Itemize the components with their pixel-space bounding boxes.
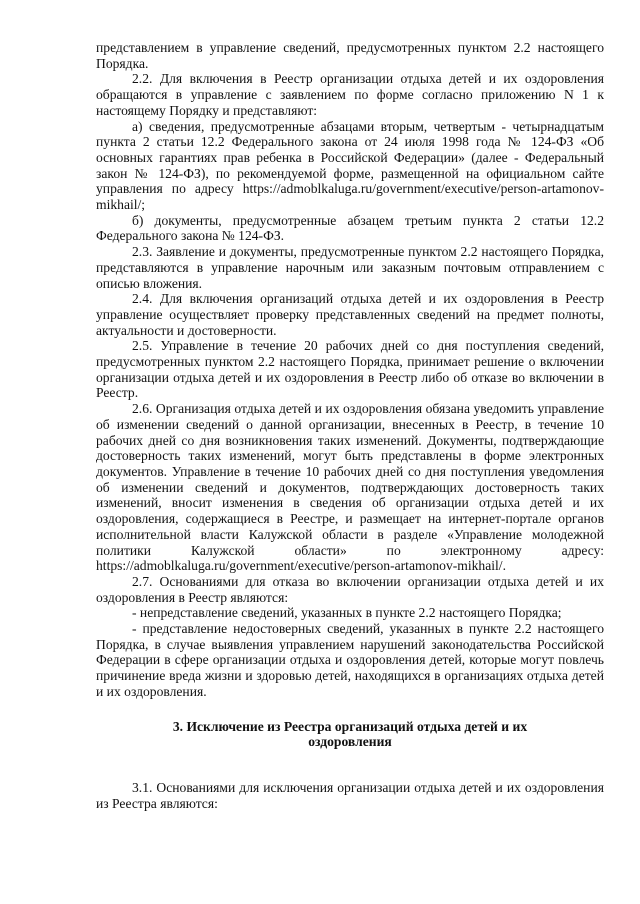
paragraph-2-4: 2.4. Для включения организаций отдыха детей и их оздоровления в Реестр управление осуществляет проверку представленных сведений на предмет полноты, актуальности и достоверности. [96,291,604,338]
list-item-2: - представление недостоверных сведений, указанных в пункте 2.2 настоящего Порядка, в случае выявления управлением нарушений законодательства Российской Федерации в сфере организации отдыха и оздоровления детей, которые могут повлечь причинение вреда жизни и здоровью детей, находящихся в организациях отдыха детей и их оздоровления. [96,621,604,699]
section-heading-line-1: 3. Исключение из Реестра организаций отдыха детей и их [172,718,528,734]
paragraph-continuation: представлением в управление сведений, предусмотренных пунктом 2.2 настоящего Порядка. [96,40,604,71]
paragraph-2-2-b: б) документы, предусмотренные абзацем третьим пункта 2 статьи 12.2 Федерального закона № 124-ФЗ. [96,212,604,244]
paragraph-3-1: 3.1. Основаниями для исключения организации отдыха детей и их оздоровления из Реестра являются: [96,779,604,811]
paragraph-2-5: 2.5. Управление в течение 20 рабочих дней со дня поступления сведений, предусмотренных пунктом 2.2 настоящего Порядка, принимает решение о включении организации отдыха детей и их оздоровления в Реестр либо об отказе во включении в Реестр. [96,338,604,401]
list-item-1: - непредставление сведений, указанных в пункте 2.2 настоящего Порядка; [132,605,562,621]
section-heading-line-2: оздоровления [308,734,392,750]
paragraph-2-6: 2.6. Организация отдыха детей и их оздоровления обязана уведомить управление об изменении сведений о данной организации, внесенных в Реестр, в течение 10 рабочих дней со дня возникновения таких изменений. Документы, подтверждающие достоверность таких изменений, могут быть представлены в форме электронных документов. Управление в течение 10 рабочих дней со дня поступления уведомления об изменении сведений и документов, подтверждающих достоверность таких изменений, вносит изменения в сведения об организации отдыха детей и их оздоровления, содержащиеся в Реестре, и размещает на интернет-портале органов исполнительной власти Калужской области в разделе «Управление молодежной политики Калужской области» по электронному адресу: https://admoblkaluga.ru/government/executive/person-artamonov-mikhail/. [96,401,604,574]
paragraph-2-2: 2.2. Для включения в Реестр организации отдыха детей и их оздоровления обращаются в управление с заявлением по форме согласно приложению N 1 к настоящему Порядку и представляют: [96,71,604,118]
paragraph-2-7: 2.7. Основаниями для отказа во включении организации отдыха детей и их оздоровления в Реестр являются: [96,573,604,605]
section-heading [96,719,604,750]
paragraph-2-2-a: а) сведения, предусмотренные абзацами вторым, четвертым - четырнадцатым пункта 2 статьи 12.2 Федерального закона от 24 июля 1998 года № 124-ФЗ «Об основных гарантиях прав ребенка в Российской Федерации» (далее - Федеральный закон № 124-ФЗ), по рекомендуемой форме, размещенной на официальном сайте управления по адресу https://admoblkaluga.ru/government/executive/person-artamonov-mikhail/; [96,118,604,213]
paragraph-2-3: 2.3. Заявление и документы, предусмотренные пунктом 2.2 настоящего Порядка, представляются в управление нарочным или заказным почтовым отправлением с описью вложения. [96,244,604,291]
